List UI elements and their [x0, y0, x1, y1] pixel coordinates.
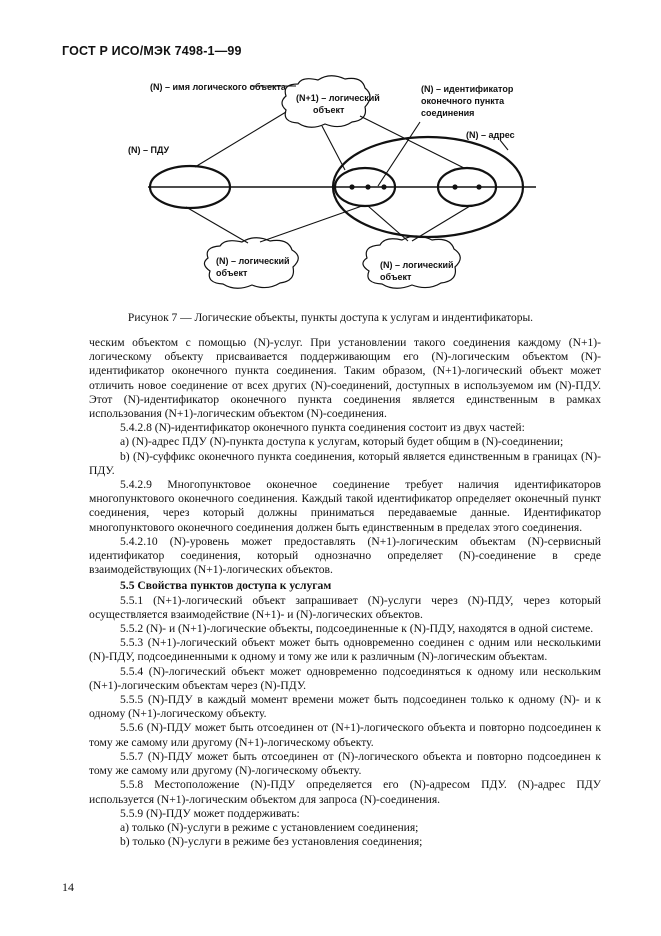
label-lower-object-right-2: объект: [380, 272, 412, 282]
label-lower-object-left-1: (N) – логический: [216, 256, 290, 266]
connector-line: [260, 206, 362, 242]
label-cep-3: соединения: [421, 108, 475, 118]
figure-caption: Рисунок 7 — Логические объекты, пункты доступа к услугам и индентификаторы.: [127, 312, 534, 324]
connector-line: [186, 207, 248, 243]
connection-endpoint-dot: [452, 184, 457, 189]
list-item: a) (N)-адрес ПДУ (N)-пункта доступа к услугам, который будет общим в (N)-соединении;: [120, 435, 564, 449]
list-item: b) (N)-суффикс оконечного пункта соединения, который является единственным в границах (N)-ПДУ.: [89, 449, 601, 477]
paragraph: 5.5.5 (N)-ПДУ в каждый момент времени может быть подсоединен только к одному (N)- и к одному (N+1)-логическому объекту.: [89, 693, 601, 721]
label-cep-1: (N) – идентификатор: [421, 84, 514, 94]
paragraph: 5.5.7 (N)-ПДУ может быть отсоединен от (N)-логического объекта и повторно подсоединен к тому же самому или другому (N)-логическому объекту.: [89, 749, 601, 778]
document-header: ГОСТ Р ИСО/МЭК 7498-1—99: [62, 44, 242, 58]
connector-line: [322, 126, 345, 170]
paragraph: 5.4.2.8 (N)-идентификатор оконечного пункта соединения состоит из двух частей:: [120, 421, 525, 435]
list-item: b) только (N)-услуги в режиме без установления соединения;: [120, 835, 423, 849]
paragraph: 5.5.9 (N)-ПДУ может поддерживать:: [120, 806, 300, 820]
connector-line: [360, 116, 464, 168]
connection-endpoint-dot: [381, 184, 386, 189]
connection-endpoint-dot: [476, 184, 481, 189]
paragraph: 5.5.4 (N)-логический объект может одновременно подсоединяться к одному или нескольким (N+1)-логическим объектам через (N)-ПДУ.: [89, 664, 601, 692]
label-address: (N) – адрес: [466, 130, 515, 140]
paragraph: ческим объектом с помощью (N)-услуг. При установлении такого соединения каждому (N+1)-логическому объекту присваивается поддерживающим его (N)-логическим объектом (N)-идентификатор оконечного пункта соединения. Таким образом, (N+1)-логический объект может отличить новое соединение от всех других (N)-соединений, доступных в используемом им (N)-ПДУ. Этот (N)-идентификатор оконечного пункта соединения является единственным в рамках использования (N+1)-логическим объектом (N)-соединения.: [89, 336, 601, 421]
label-lower-object-right-1: (N) – логический: [380, 260, 454, 270]
connector-line: [378, 122, 420, 186]
paragraph: 5.4.2.9 Многопунктовое оконечное соединение требует наличия идентификаторов многопунктового оконечного соединения. Каждый такой идентификатор определяет оконечный пункт соединения, через который должны приниматься передаваемые данные. Идентификатор многопунктового оконечного соединения должен быть единственным в пределах этого соединения.: [89, 478, 601, 534]
connector-line: [500, 140, 508, 150]
body-text: [89, 336, 601, 849]
paragraph: 5.5.2 (N)- и (N+1)-логические объекты, подсоединенные к (N)-ПДУ, находятся в одной системе.: [120, 622, 594, 636]
paragraph: 5.5.3 (N+1)-логический объект может быть одновременно соединен с одним или несколькими (N)-ПДУ, подсоединенными к одному и тому же или к различным (N)-логическим объектам.: [89, 636, 601, 664]
page-number: 14: [62, 880, 74, 894]
label-lower-object-left-2: объект: [216, 268, 248, 278]
paragraph: 5.5.6 (N)-ПДУ может быть отсоединен от (N+1)-логического объекта и повторно подсоединен к тому же самому или другому (N+1)-логическому объекту.: [89, 721, 601, 749]
label-sap: (N) – ПДУ: [128, 145, 170, 155]
section-heading-text: 5.5 Свойства пунктов доступа к услугам: [120, 579, 332, 593]
label-upper-object-2: объект: [313, 105, 345, 115]
label-upper-object-1: (N+1) – логический: [296, 93, 380, 103]
paragraph: 5.4.2.10 (N)-уровень может предоставлять (N+1)-логическим объектам (N)-сервисный идентификатор соединения, который однозначно определяет (N)-соединение в среде взаимодействующих (N+1)-логических объектов.: [89, 534, 601, 577]
label-cep-2: оконечного пункта: [421, 96, 505, 106]
paragraph: 5.5.1 (N+1)-логический объект запрашивает (N)-услуги через (N)-ПДУ, через который осуществляется взаимодействие (N+1)- и (N)-логических объектов.: [89, 593, 601, 621]
paragraph: 5.5.8 Местоположение (N)-ПДУ определяется его (N)-адресом ПДУ. (N)-адрес ПДУ используется (N+1)-логическим объектом для запроса (N)-соединения.: [89, 778, 601, 806]
label-object-name: (N) – имя логического объекта: [150, 82, 286, 92]
connector-line: [195, 112, 286, 167]
list-item: a) только (N)-услуги в режиме с установлением соединения;: [120, 820, 419, 834]
connection-endpoint-dot: [349, 184, 354, 189]
connection-endpoint-dot: [365, 184, 370, 189]
figure-diagram: [0, 0, 661, 310]
section-heading: [89, 579, 601, 593]
